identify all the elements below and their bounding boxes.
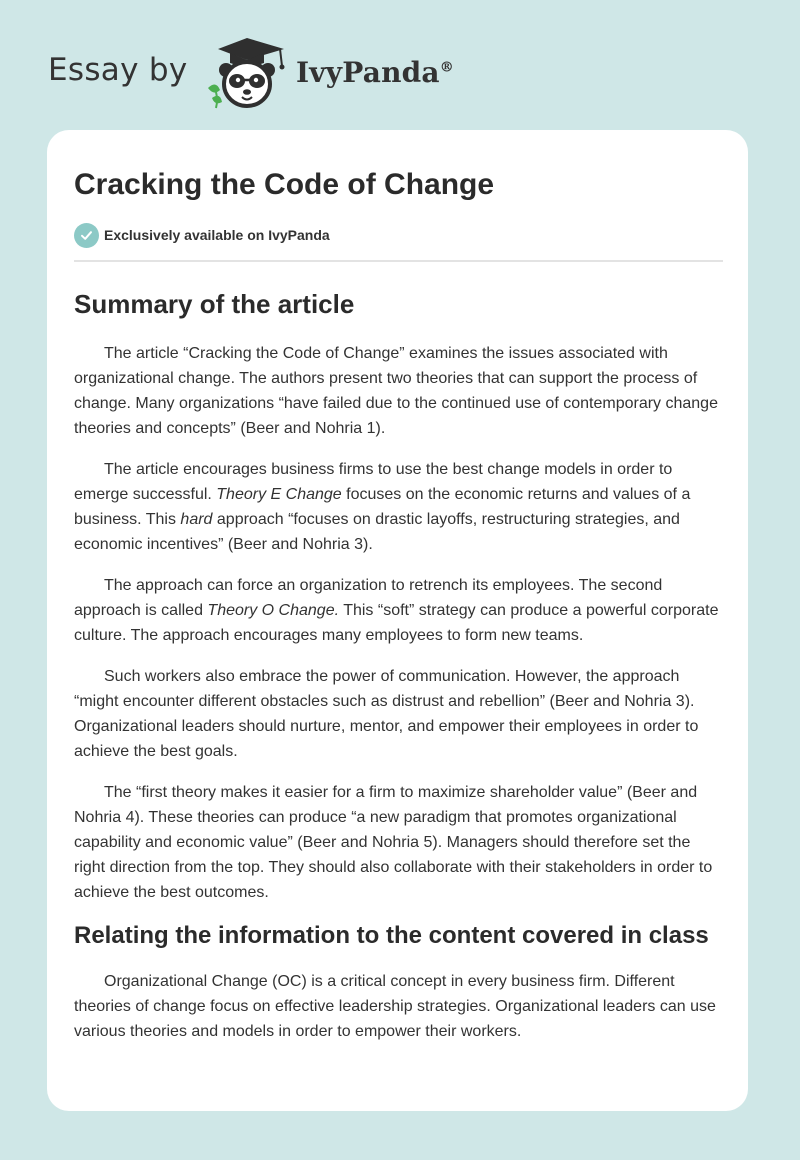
site-header [48,34,752,110]
paragraph-text: The approach can force an organization to retrench its employees. The second approach is called [74,577,663,619]
panda-graduate-icon[interactable] [202,36,292,110]
paragraph: Such workers also embrace the power of communication. However, the approach “might encounter different obstacles such as distrust and rebellion” (Beer and Nohria 3). Organizational leaders should nurture, mentor, and empower their employees in order to achieve the best goals. [74,668,699,760]
paragraph-text: This “soft” strategy can produce a powerful corporate culture. The approach encourages many employees to form new teams. [74,602,719,644]
paragraph: Organizational Change (OC) is a critical concept in every business firm. Different theories of change focus on effective leadership strategies. Organizational leaders can use various theories and models in order to empower their workers. [74,973,716,1040]
article-card [47,130,748,1111]
emphasis-text: hard [180,511,213,528]
paragraph: The “first theory makes it easier for a firm to maximize shareholder value” (Beer and Nohria 4). These theories can produce “a new paradigm that promotes organizational capability and economic value” (Beer and Nohria 5). Managers should therefore set the right direction from the top. They should also collaborate with their stakeholders in order to achieve the best outcomes. [74,784,713,901]
paragraph-text: The article encourages business firms to use the best change models in order to emerge successful. [74,461,673,503]
section-heading-summary: Summary of the article [74,289,355,319]
emphasis-text: Theory E Change [216,486,342,503]
exclusive-badge [74,220,723,250]
article-title: Cracking the Code of Change [74,168,495,201]
paragraph-text: focuses on the economic returns and values of a business. This [74,486,691,528]
exclusive-badge-text: Exclusively available on IvyPanda [104,227,330,243]
paragraph [74,457,723,557]
paragraph: The article “Cracking the Code of Change” examines the issues associated with organizational change. The authors present two theories that can support the process of change. Many organizations “have failed due to the continued use of contemporary change theories and concepts” (Beer and Nohria 1). [74,345,718,437]
section-heading-class-content: Relating the information to the content covered in class [74,922,709,949]
paragraph-text: approach “focuses on drastic layoffs, restructuring strategies, and economic incentives” (Beer and Nohria 3). [74,511,680,553]
brand-name-text[interactable]: IvyPanda [296,56,440,89]
essay-by-label: Essay by [48,52,188,88]
brand-name[interactable] [296,56,454,89]
paragraph [74,573,723,648]
check-circle-icon [74,223,99,248]
emphasis-text: Theory O Change. [207,602,340,619]
registered-mark: ® [439,59,454,76]
divider [74,260,723,262]
